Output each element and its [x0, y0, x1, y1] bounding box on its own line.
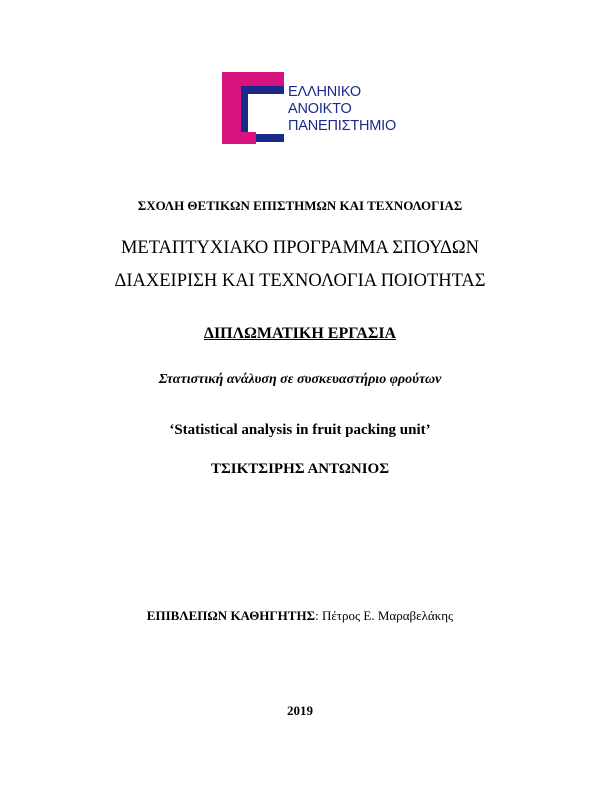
- supervisor-name: Πέτρος Ε. Μαραβελάκης: [318, 608, 454, 623]
- supervisor-label: ΕΠΙΒΛΕΠΩΝ ΚΑΘΗΓΗΤΗΣ: [146, 608, 316, 623]
- university-logo: [222, 72, 412, 144]
- logo-line-1: ΕΛΛΗΝΙΚΟ: [288, 84, 361, 100]
- thesis-title-english: ‘Statistical analysis in fruit packing unit’: [169, 422, 431, 438]
- year: 2019: [287, 703, 313, 718]
- thesis-title-greek: Στατιστική ανάλυση σε συσκευαστήριο φρούτων: [158, 372, 442, 387]
- school-name: ΣΧΟΛΗ ΘΕΤΙΚΩΝ ΕΠΙΣΤΗΜΩΝ ΚΑΙ ΤΕΧΝΟΛΟΓΙΑΣ: [137, 198, 463, 213]
- program-title-line-2: ΔΙΑΧΕΙΡΙΣΗ ΚΑΙ ΤΕΧΝΟΛΟΓΙΑ ΠΟΙΟΤΗΤΑΣ: [114, 271, 486, 291]
- university-logo-mark: [222, 72, 286, 144]
- logo-line-3: ΠΑΝΕΠΙΣΤΗΜΙΟ: [288, 118, 397, 134]
- author-name: ΤΣΙΚΤΣΙΡΗΣ ΑΝΤΩΝΙΟΣ: [210, 461, 390, 477]
- program-title-line-1: ΜΕΤΑΠΤΥΧΙΑΚΟ ΠΡΟΓΡΑΜΜΑ ΣΠΟΥΔΩΝ: [120, 238, 480, 258]
- thesis-label: ΔΙΠΛΩΜΑΤΙΚΗ ΕΡΓΑΣΙΑ: [203, 325, 397, 342]
- university-logo-text: [288, 84, 396, 135]
- supervisor-separator: :: [315, 608, 319, 623]
- logo-line-2: ΑΝΟΙΚΤΟ: [288, 101, 352, 117]
- supervisor-line: [0, 608, 600, 624]
